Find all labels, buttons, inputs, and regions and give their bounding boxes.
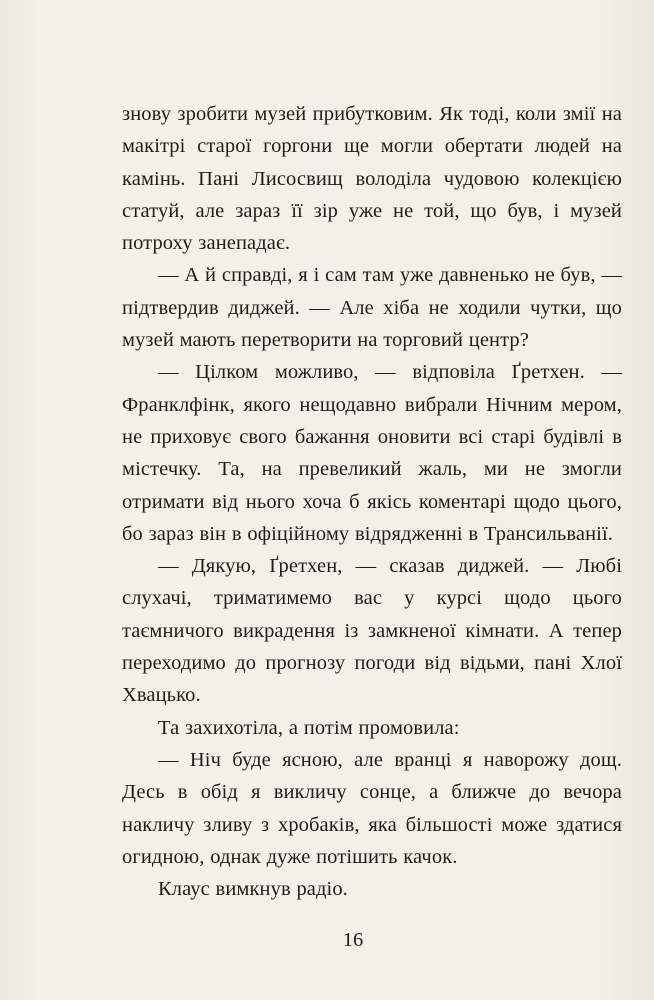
paragraph-radio-off: Клаус вимкнув радіо. (158, 878, 348, 901)
paragraph-dj-thanks: — Дякую, Ґретхен, — сказав диджей. — Любі слухачі, триматимемо вас у курсі щодо цього таємничого викрадення із замкненої кімнати. А тепер переходимо до прогнозу погоди від відьми, пані Хлої Хвацько. (122, 555, 622, 707)
paragraph-gretchen-replies: — Цілком можливо, — відповіла Ґретхен. — Франклфінк, якого нещодавно вибрали Нічним мером, не приховує свого бажання оновити всі старі будівлі в містечку. Та, на превеликий жаль, ми не змогли отримати від нього хоча б якісь коментарі щодо цього, бо зараз він в офіційному відрядженні в Трансильванії. (122, 361, 622, 545)
paragraph-weather-forecast: — Ніч буде ясною, але вранці я наворожу дощ. Десь в обід я викличу сонце, а ближче до вечора накличу зливу з хробаків, яка більшості може здатися огидною, однак дуже потішить качок. (122, 748, 622, 868)
body-text (122, 98, 622, 905)
paragraph-witch-giggles: Та захихотіла, а потім промовила: (158, 716, 460, 739)
paragraph-continuation: знову зробити музей прибутковим. Як тоді, коли змії на макітрі старої горгони ще могли обертати людей на камінь. Пані Лисосвищ володіла чудовою колекцією статуй, але зараз її зір уже не той, що був, і музей потроху занепадає. (122, 103, 622, 255)
page-number: 16 (342, 929, 364, 951)
paragraph-dj-confirms: — А й справді, я і сам там уже давненько не був, — підтвердив диджей. — Але хіба не ходили чутки, що музей мають перетворити на торговий центр? (122, 264, 622, 352)
